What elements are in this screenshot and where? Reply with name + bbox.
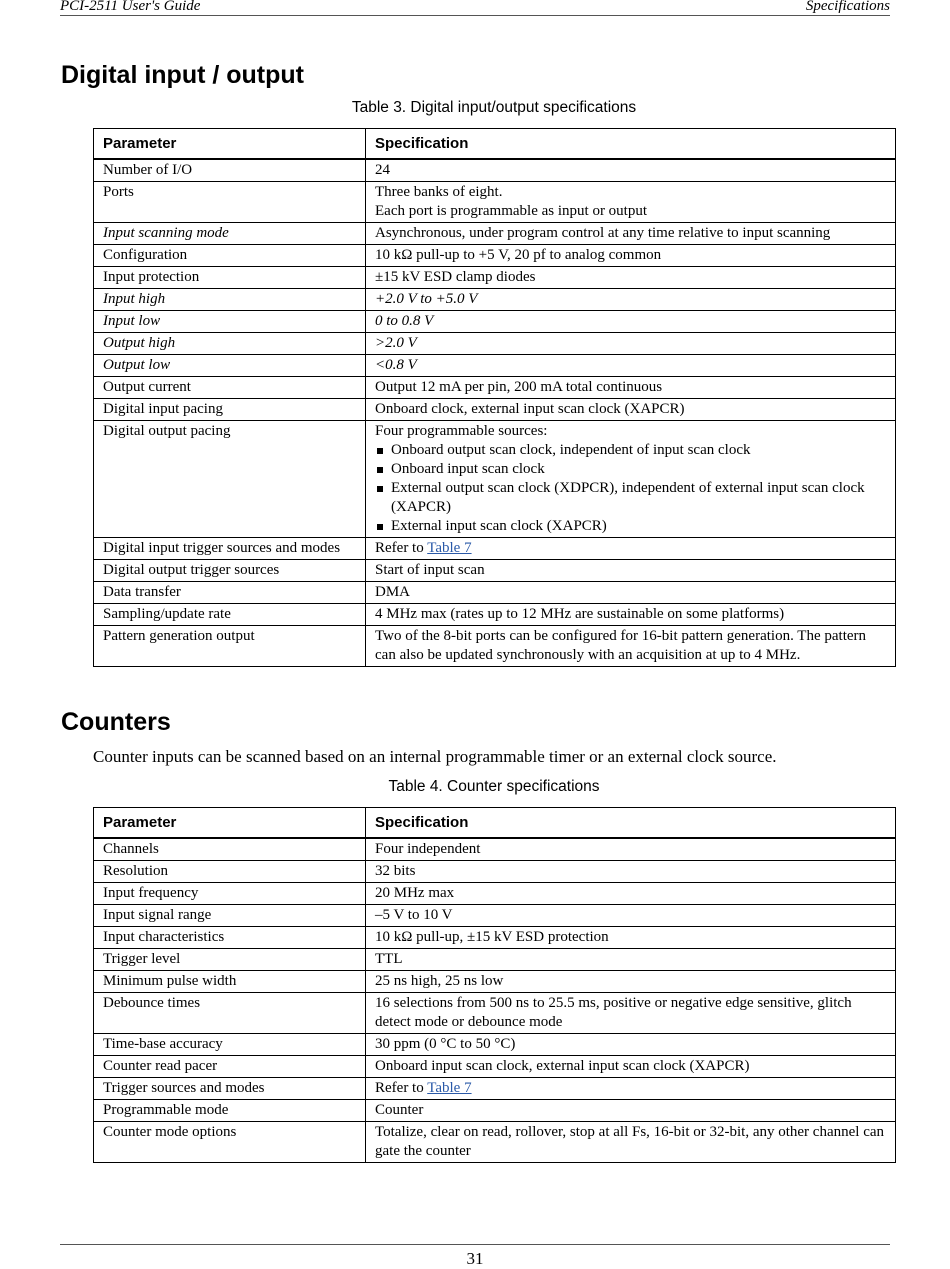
param-cell: Time-base accuracy	[94, 1034, 366, 1056]
table-row	[94, 289, 896, 311]
spec-cell: Onboard input scan clock, external input scan clock (XAPCR)	[366, 1056, 896, 1078]
table-row	[94, 838, 896, 861]
dio-spec-table	[93, 128, 896, 667]
spec-cell: 30 ppm (0 °C to 50 °C)	[366, 1034, 896, 1056]
param-cell: Debounce times	[94, 993, 366, 1034]
param-cell: Pattern generation output	[94, 626, 366, 667]
spec-cell	[366, 182, 896, 223]
table-row	[94, 311, 896, 333]
bullet-item: External input scan clock (XAPCR)	[375, 517, 886, 536]
page-footer	[60, 1244, 890, 1269]
spec-cell: <0.8 V	[366, 355, 896, 377]
spec-cell: Four independent	[366, 838, 896, 861]
table-row	[94, 1078, 896, 1100]
spec-cell: 32 bits	[366, 861, 896, 883]
table-row	[94, 582, 896, 604]
spec-line: Four programmable sources:	[375, 423, 548, 439]
spec-cell: >2.0 V	[366, 333, 896, 355]
header-doc-title: PCI-2511 User's Guide	[60, 0, 201, 14]
spec-cell	[366, 1078, 896, 1100]
header-section-title: Specifications	[805, 0, 890, 14]
param-cell: Ports	[94, 182, 366, 223]
spec-cell: 10 kΩ pull-up to +5 V, 20 pf to analog common	[366, 245, 896, 267]
bullet-list	[375, 441, 886, 536]
spec-cell: 20 MHz max	[366, 883, 896, 905]
page-header	[60, 0, 890, 16]
spec-cell: 10 kΩ pull-up, ±15 kV ESD protection	[366, 927, 896, 949]
spec-cell: 24	[366, 159, 896, 182]
spec-cell: Totalize, clear on read, rollover, stop at all Fs, 16-bit or 32-bit, any other channel can gate the counter	[366, 1122, 896, 1163]
spec-line: Each port is programmable as input or output	[375, 203, 648, 219]
spec-line: Three banks of eight.	[375, 184, 503, 200]
spec-text: Refer to	[375, 540, 428, 556]
param-cell: Programmable mode	[94, 1100, 366, 1122]
table-7-link[interactable]: Table 7	[427, 540, 472, 556]
bullet-item: Onboard input scan clock	[375, 460, 886, 479]
param-cell: Configuration	[94, 245, 366, 267]
table-row	[94, 399, 896, 421]
param-cell: Digital input trigger sources and modes	[94, 538, 366, 560]
table-row	[94, 971, 896, 993]
table-row	[94, 993, 896, 1034]
table-row	[94, 949, 896, 971]
page-number: 31	[466, 1249, 484, 1268]
spec-cell: +2.0 V to +5.0 V	[366, 289, 896, 311]
table-7-link[interactable]: Table 7	[427, 1080, 472, 1096]
param-cell: Minimum pulse width	[94, 971, 366, 993]
param-cell: Input characteristics	[94, 927, 366, 949]
spec-cell: ±15 kV ESD clamp diodes	[366, 267, 896, 289]
spec-cell: Asynchronous, under program control at any time relative to input scanning	[366, 223, 896, 245]
param-cell: Counter mode options	[94, 1122, 366, 1163]
table-row	[94, 905, 896, 927]
param-cell: Output current	[94, 377, 366, 399]
param-cell: Input scanning mode	[94, 223, 366, 245]
spec-cell: Start of input scan	[366, 560, 896, 582]
table-row	[94, 538, 896, 560]
counters-intro: Counter inputs can be scanned based on an internal programmable timer or an external clock source.	[93, 747, 777, 766]
param-cell: Input protection	[94, 267, 366, 289]
table-row	[94, 267, 896, 289]
param-cell: Channels	[94, 838, 366, 861]
table-row	[94, 245, 896, 267]
dio-heading: Digital input / output	[61, 61, 304, 89]
bullet-item: Onboard output scan clock, independent of input scan clock	[375, 441, 886, 460]
param-cell: Input high	[94, 289, 366, 311]
counters-heading: Counters	[61, 708, 171, 736]
spec-cell	[366, 538, 896, 560]
table-row	[94, 377, 896, 399]
param-cell: Data transfer	[94, 582, 366, 604]
column-header-parameter: Parameter	[94, 129, 366, 160]
param-cell: Digital input pacing	[94, 399, 366, 421]
param-cell: Digital output trigger sources	[94, 560, 366, 582]
param-cell: Output high	[94, 333, 366, 355]
spec-cell: Two of the 8-bit ports can be configured for 16-bit pattern generation. The pattern can also be updated synchronously with an acquisition at up to 4 MHz.	[366, 626, 896, 667]
spec-cell: 0 to 0.8 V	[366, 311, 896, 333]
param-cell: Trigger sources and modes	[94, 1078, 366, 1100]
table-row	[94, 1056, 896, 1078]
spec-cell: 16 selections from 500 ns to 25.5 ms, positive or negative edge sensitive, glitch detect mode or debounce mode	[366, 993, 896, 1034]
spec-cell: 4 MHz max (rates up to 12 MHz are sustainable on some platforms)	[366, 604, 896, 626]
column-header-specification: Specification	[366, 129, 896, 160]
param-cell: Counter read pacer	[94, 1056, 366, 1078]
table-row	[94, 604, 896, 626]
spec-cell: Onboard clock, external input scan clock (XAPCR)	[366, 399, 896, 421]
table-row	[94, 421, 896, 538]
param-cell: Resolution	[94, 861, 366, 883]
table-row	[94, 883, 896, 905]
param-cell: Output low	[94, 355, 366, 377]
table-row	[94, 1034, 896, 1056]
spec-cell: Counter	[366, 1100, 896, 1122]
table-row	[94, 560, 896, 582]
table-row	[94, 861, 896, 883]
table-row	[94, 927, 896, 949]
table-header-row	[94, 129, 896, 160]
column-header-parameter: Parameter	[94, 808, 366, 839]
param-cell: Trigger level	[94, 949, 366, 971]
spec-cell: –5 V to 10 V	[366, 905, 896, 927]
spec-cell: DMA	[366, 582, 896, 604]
param-cell: Digital output pacing	[94, 421, 366, 538]
table-header-row	[94, 808, 896, 839]
dio-table-caption: Table 3. Digital input/output specifications	[351, 99, 637, 116]
table-row	[94, 182, 896, 223]
table-row	[94, 1122, 896, 1163]
spec-cell: TTL	[366, 949, 896, 971]
param-cell: Input frequency	[94, 883, 366, 905]
param-cell: Input signal range	[94, 905, 366, 927]
table-row	[94, 355, 896, 377]
spec-text: Refer to	[375, 1080, 428, 1096]
counters-table-caption: Table 4. Counter specifications	[388, 778, 600, 795]
column-header-specification: Specification	[366, 808, 896, 839]
spec-cell: 25 ns high, 25 ns low	[366, 971, 896, 993]
counters-spec-table	[93, 807, 896, 1163]
table-row	[94, 626, 896, 667]
param-cell: Sampling/update rate	[94, 604, 366, 626]
table-row	[94, 333, 896, 355]
param-cell: Number of I/O	[94, 159, 366, 182]
param-cell: Input low	[94, 311, 366, 333]
bullet-item: External output scan clock (XDPCR), independent of external input scan clock (XAPCR)	[375, 479, 886, 517]
spec-cell: Output 12 mA per pin, 200 mA total continuous	[366, 377, 896, 399]
table-row	[94, 159, 896, 182]
table-row	[94, 223, 896, 245]
spec-cell	[366, 421, 896, 538]
table-row	[94, 1100, 896, 1122]
